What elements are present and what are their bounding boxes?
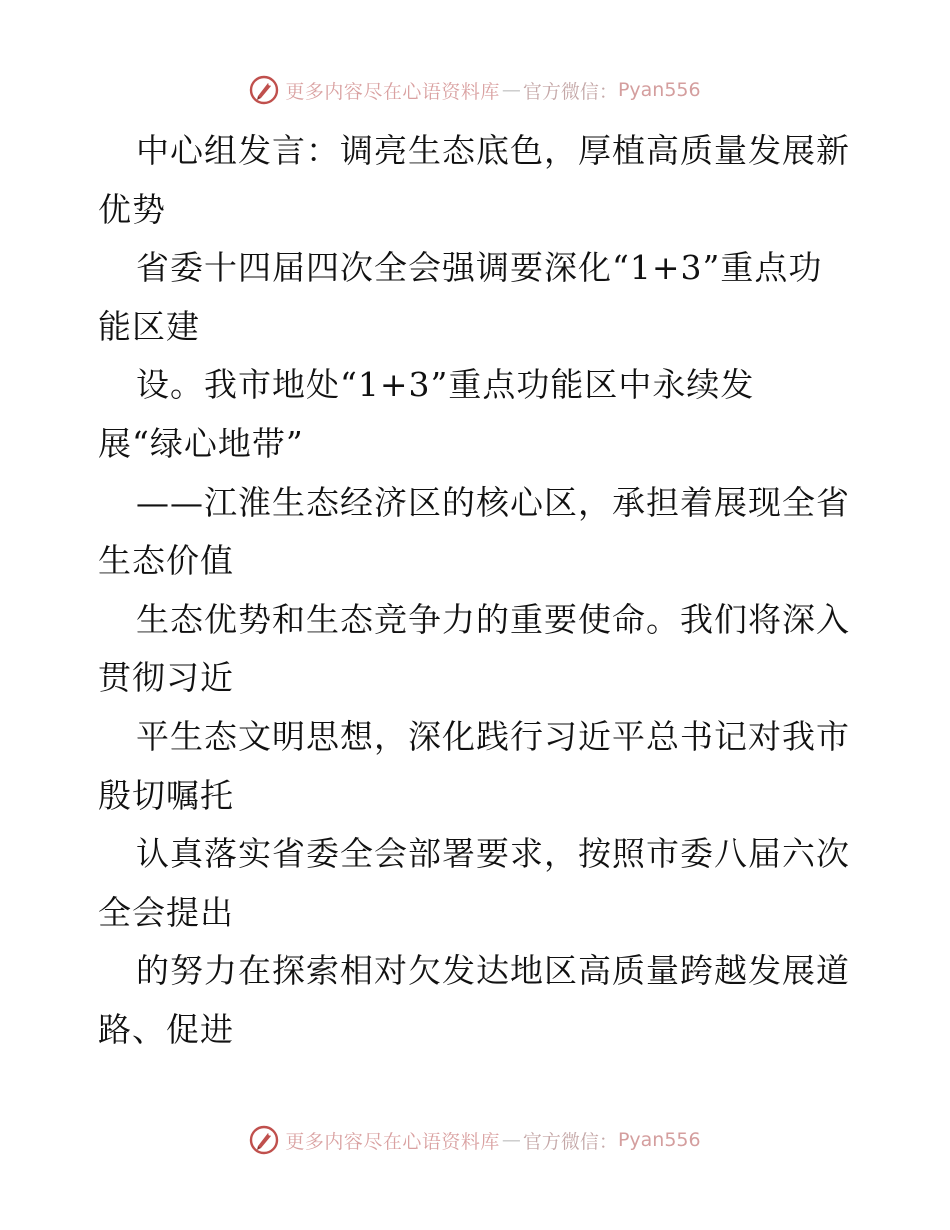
text-line: 展“绿心地带”: [98, 423, 304, 463]
text-line: 认真落实省委全会部署要求，按照市委八届六次: [136, 834, 850, 874]
watermark-wechat-id: Pyan556: [617, 79, 701, 101]
text-line: 殷切嘱托: [98, 775, 234, 815]
watermark-wechat-id: Pyan556: [617, 1129, 701, 1151]
watermark-text: 更多内容尽在心语资料库: [285, 1130, 500, 1153]
text-line: ——江淮生态经济区的核心区，承担着展现全省: [136, 482, 850, 522]
header-watermark: [0, 70, 950, 110]
watermark-text: 更多内容尽在心语资料库: [285, 80, 500, 103]
text-line: 路、促进: [98, 1009, 234, 1049]
watermark-separator: —: [501, 79, 521, 101]
text-line: 全会提出: [98, 892, 234, 932]
watermark-separator: —: [501, 1129, 521, 1151]
pen-logo-icon: [249, 75, 279, 105]
pen-logo-icon: [249, 1125, 279, 1155]
text-line: 贯彻习近: [98, 658, 234, 698]
watermark-wechat-label: 官方微信：: [522, 80, 618, 103]
text-line: 生态优势和生态竞争力的重要使命。我们将深入: [136, 599, 850, 639]
text-line: 平生态文明思想，深化践行习近平总书记对我市: [136, 716, 850, 756]
document-body: [98, 122, 858, 1060]
text-line: 生态价值: [98, 541, 234, 581]
text-line: 中心组发言：调亮生态底色，厚植高质量发展新: [136, 131, 850, 170]
watermark-wechat-label: 官方微信：: [522, 1130, 618, 1153]
text-line: 优势: [98, 189, 166, 229]
text-line: 能区建: [98, 306, 200, 346]
text-line: 的努力在探索相对欠发达地区高质量跨越发展道: [136, 951, 850, 991]
footer-watermark: [0, 1120, 950, 1160]
text-line: 省委十四届四次全会强调要深化“1+3”重点功: [136, 248, 823, 288]
text-line: 设。我市地处“1+3”重点功能区中永续发: [136, 365, 755, 405]
